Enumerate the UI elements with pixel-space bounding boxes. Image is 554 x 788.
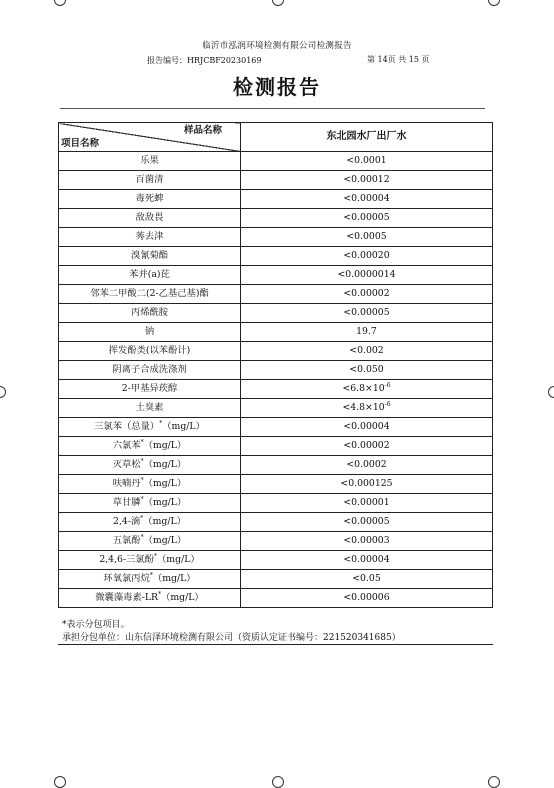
item-unit: （mg/L） — [143, 440, 187, 452]
item-name-cell — [59, 304, 241, 323]
table-row — [59, 418, 493, 437]
subcontract-star: * — [159, 420, 163, 428]
punch-hole-mark — [0, 386, 6, 398]
item-name-cell — [59, 247, 241, 266]
item-unit: （mg/L） — [143, 516, 186, 528]
result-value-cell — [241, 380, 493, 399]
table-row — [59, 266, 493, 285]
item-name: 草甘膦 — [112, 497, 141, 509]
item-name-cell — [59, 494, 241, 513]
page-number: 第 14页 共 15 页 — [367, 55, 430, 64]
table-row — [59, 532, 493, 551]
report-number: 报告编号：HRJCBF20230169 — [147, 56, 262, 65]
result-value-cell — [241, 228, 493, 247]
item-name: 2,4,6-三氯酚 — [99, 554, 154, 566]
item-name-cell — [59, 285, 241, 304]
item-name-cell — [59, 342, 241, 361]
table-row — [59, 494, 493, 513]
subcontract-star: * — [140, 458, 144, 466]
table-row — [59, 247, 493, 266]
item-name-cell — [59, 513, 241, 532]
result-value: <4.8×10 — [342, 402, 385, 414]
item-name: 2,4-滴 — [113, 516, 141, 528]
divider — [58, 644, 493, 645]
sample-name-cell: 东北园水厂出厂水 — [241, 123, 493, 152]
table-row — [59, 361, 493, 380]
item-name: 乐果 — [140, 155, 159, 167]
table-header-row — [59, 123, 493, 152]
result-value-cell — [241, 513, 493, 532]
result-value: <0.0002 — [346, 459, 387, 471]
item-name: 环氧氯丙烷 — [103, 573, 150, 585]
item-name-cell — [59, 551, 241, 570]
result-value: <0.00004 — [343, 421, 390, 433]
item-name-cell — [59, 209, 241, 228]
result-value-cell — [241, 171, 493, 190]
result-value-cell — [241, 361, 493, 380]
table-row — [59, 190, 493, 209]
item-name-cell — [59, 475, 241, 494]
result-value-cell — [241, 304, 493, 323]
result-value-cell — [241, 589, 493, 608]
result-exponent: -6 — [384, 382, 391, 390]
item-name-cell — [59, 323, 241, 342]
table-row — [59, 342, 493, 361]
table-row — [59, 228, 493, 247]
result-value: 19.7 — [356, 326, 377, 338]
item-name: 微囊藻毒素-LR — [95, 592, 159, 604]
item-name: 莠去津 — [135, 231, 164, 243]
table-row — [59, 570, 493, 589]
divider — [60, 108, 485, 109]
result-value: <0.05 — [352, 573, 381, 585]
item-name: 溴氰菊酯 — [130, 250, 169, 262]
subcontract-star: * — [140, 496, 144, 504]
result-value-cell — [241, 475, 493, 494]
item-name: 三氯苯（总量） — [94, 421, 160, 433]
result-value: <0.0000014 — [337, 269, 396, 281]
subcontract-star: * — [140, 515, 144, 523]
item-name: 2-甲基异莰醇 — [121, 383, 178, 395]
punch-hole-mark — [272, 0, 284, 6]
table-row — [59, 171, 493, 190]
item-unit: （mg/L） — [143, 459, 187, 471]
result-value: <0.002 — [349, 345, 384, 357]
result-value: <0.00005 — [343, 307, 390, 319]
result-value-cell — [241, 551, 493, 570]
result-value-cell — [241, 190, 493, 209]
item-name-cell — [59, 152, 241, 171]
result-value-cell — [241, 399, 493, 418]
result-exponent: -6 — [384, 401, 391, 409]
table-row — [59, 513, 493, 532]
corner-header-cell — [59, 123, 241, 152]
result-value-cell — [241, 418, 493, 437]
item-name: 百菌清 — [135, 174, 164, 186]
table-row — [59, 589, 493, 608]
punch-hole-mark — [488, 776, 500, 788]
punch-hole-mark — [272, 776, 284, 788]
item-name: 灭草松 — [112, 459, 141, 471]
item-unit: （mg/L） — [143, 535, 187, 547]
subcontract-star: * — [140, 477, 144, 485]
subcontract-star: * — [140, 439, 144, 447]
item-name-cell — [59, 570, 241, 589]
result-value: <0.00006 — [343, 592, 390, 604]
punch-hole-mark — [54, 776, 66, 788]
result-value-cell — [241, 285, 493, 304]
item-name-header: 项目名称 — [61, 137, 100, 149]
table-row — [59, 304, 493, 323]
item-unit: （mg/L） — [157, 554, 200, 566]
item-name-cell — [59, 399, 241, 418]
result-value: <0.00004 — [343, 554, 390, 566]
result-value: <0.00012 — [343, 174, 390, 186]
org-header: 临沂市泓润环境检测有限公司检测报告 — [202, 41, 352, 51]
item-name: 土臭素 — [135, 402, 164, 414]
item-name: 六氯苯 — [112, 440, 141, 452]
item-name: 苯并(a)芘 — [129, 269, 170, 281]
item-name-cell — [59, 266, 241, 285]
table-row — [59, 152, 493, 171]
subcontractor-info: 承担分包单位：山东信泽环境检测有限公司（资质认定证书编号：221520341685） — [62, 633, 401, 643]
result-value: <0.00002 — [343, 288, 390, 300]
punch-hole-mark — [548, 386, 554, 398]
table-row — [59, 380, 493, 399]
item-name-cell — [59, 418, 241, 437]
result-value: <0.00005 — [343, 212, 390, 224]
item-name-cell — [59, 190, 241, 209]
result-value-cell — [241, 152, 493, 171]
item-name: 敌敌畏 — [135, 212, 164, 224]
result-value: <0.00003 — [343, 535, 390, 547]
result-value: <0.0005 — [346, 231, 387, 243]
item-name-cell — [59, 380, 241, 399]
result-value: <6.8×10 — [342, 383, 385, 395]
item-unit: （mg/L） — [143, 478, 187, 490]
item-name-cell — [59, 532, 241, 551]
table-row — [59, 475, 493, 494]
item-unit: （mg/L） — [162, 421, 205, 433]
item-name: 毒死蜱 — [135, 193, 164, 205]
table-row — [59, 285, 493, 304]
result-value: <0.00001 — [343, 497, 390, 509]
subcontract-star: * — [140, 534, 144, 542]
result-value: <0.00020 — [343, 250, 390, 262]
result-value-cell — [241, 247, 493, 266]
result-value: <0.00004 — [343, 193, 390, 205]
item-name-cell — [59, 456, 241, 475]
item-name-cell — [59, 171, 241, 190]
item-unit: （mg/L） — [152, 573, 196, 585]
result-value-cell — [241, 266, 493, 285]
result-value-cell — [241, 342, 493, 361]
item-name: 钠 — [144, 326, 155, 338]
result-value-cell — [241, 209, 493, 228]
subcontract-note: *表示分包项目。 — [62, 620, 130, 630]
result-value: <0.050 — [349, 364, 384, 376]
result-value: <0.0001 — [346, 155, 387, 167]
results-table — [58, 122, 493, 608]
result-value-cell — [241, 532, 493, 551]
result-value-cell — [241, 456, 493, 475]
item-name: 挥发酚类(以苯酚计) — [108, 345, 191, 357]
result-value: <0.00002 — [343, 440, 390, 452]
item-name-cell — [59, 361, 241, 380]
result-value: <0.000125 — [340, 478, 393, 490]
subcontract-star: * — [149, 572, 153, 580]
item-name-cell — [59, 589, 241, 608]
table-row — [59, 456, 493, 475]
item-name: 邻苯二甲酸二(2-乙基己基)酯 — [90, 288, 209, 300]
result-value: <0.00005 — [343, 516, 390, 528]
item-name: 阴离子合成洗涤剂 — [112, 364, 187, 376]
table-row — [59, 437, 493, 456]
punch-hole-mark — [54, 0, 66, 6]
result-value-cell — [241, 570, 493, 589]
table-row — [59, 551, 493, 570]
result-value-cell — [241, 323, 493, 342]
item-name: 呋喃丹 — [112, 478, 141, 490]
item-name-cell — [59, 228, 241, 247]
subcontract-star: * — [154, 553, 157, 561]
item-name: 五氯酚 — [112, 535, 141, 547]
page-title: 检测报告 — [233, 75, 321, 99]
subcontract-star: * — [158, 591, 162, 599]
item-unit: （mg/L） — [161, 592, 204, 604]
punch-hole-mark — [488, 0, 500, 6]
sample-name-header: 样品名称 — [183, 125, 222, 136]
result-value-cell — [241, 494, 493, 513]
table-row — [59, 399, 493, 418]
item-name: 丙烯酰胺 — [130, 307, 169, 319]
table-row — [59, 209, 493, 228]
table-row — [59, 323, 493, 342]
item-name-cell — [59, 437, 241, 456]
result-value-cell — [241, 437, 493, 456]
item-unit: （mg/L） — [143, 497, 187, 509]
